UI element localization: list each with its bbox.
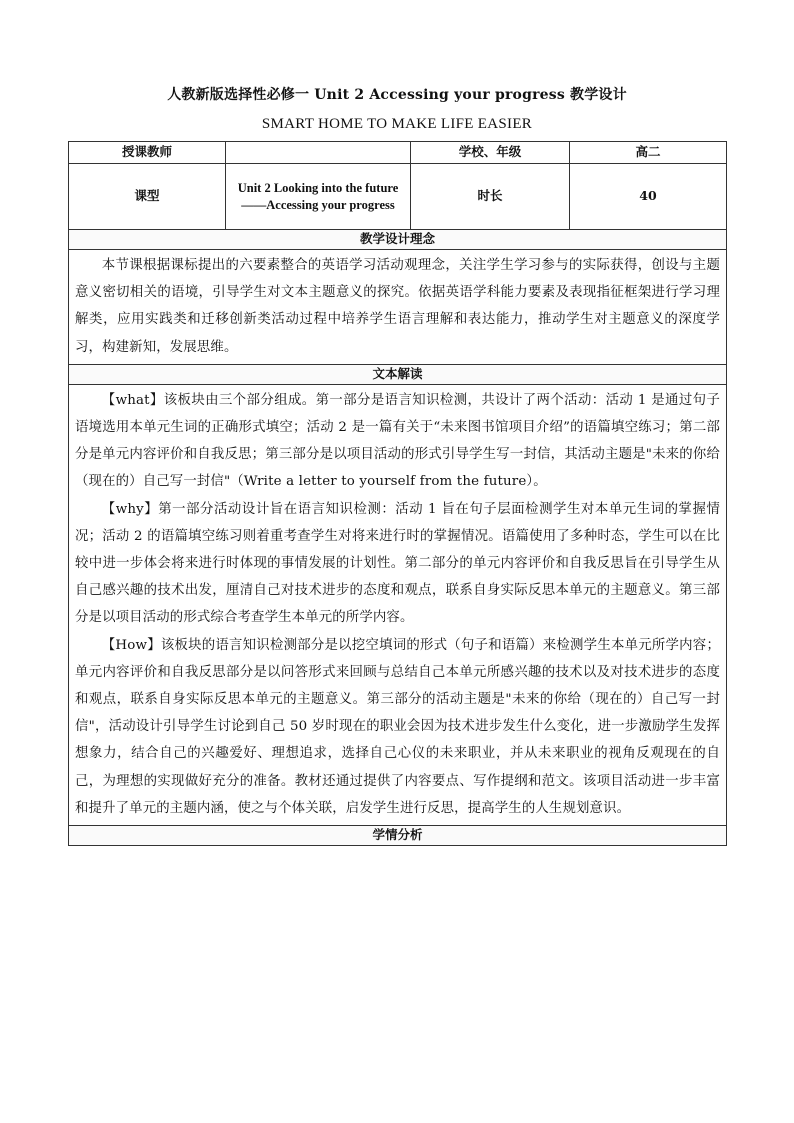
lesson-type-label: 课型 bbox=[69, 164, 226, 230]
lesson-type-value: Unit 2 Looking into the future ——Accessing your progress bbox=[226, 164, 411, 230]
learner-analysis-heading: 学情分析 bbox=[69, 826, 727, 846]
design-concept-heading: 教学设计理念 bbox=[69, 230, 727, 250]
lesson-type-row bbox=[69, 164, 727, 230]
design-concept-body bbox=[69, 250, 727, 365]
lesson-plan-table bbox=[68, 141, 727, 846]
teacher-label: 授课教师 bbox=[69, 142, 226, 164]
document-title: 人教新版选择性必修一 Unit 2 Accessing your progress 教学设计 bbox=[167, 87, 627, 103]
duration-value: 40 bbox=[570, 164, 727, 230]
text-analysis-heading-row bbox=[69, 364, 727, 384]
grade-value: 高二 bbox=[570, 142, 727, 164]
design-concept-paragraph: 本节课根据课标提出的六要素整合的英语学习活动观理念，关注学生学习参与的实际获得，创设与主题意义密切相关的语境，引导学生对文本主题意义的探究。依据英语学科能力要素及表现指征框架进行学习理解类，应用实践类和迁移创新类活动过程中培养学生语言理解和表达能力，推动学生对主题意义的深度学习，构建新知，发展思维。 bbox=[75, 258, 720, 355]
how-paragraph: 【How】该板块的语言知识检测部分是以挖空填词的形式（句子和语篇）来检测学生本单元所学内容；单元内容评价和自我反思部分是以问答形式来回顾与总结自己本单元所感兴趣的技术以及对技术进步的态度和观点，联系自身实际反思本单元的主题意义。第三部分的活动主题是"未来的你给（现在的）自己写一封信"，活动设计引导学生讨论到自己 50 岁时现在的职业会因为技术进步发生什么变化，进一步激励学生发挥想象力，结合自己的兴趣爱好、理想追求，选择自己心仪的未来职业，并从未来职业的视角反观现在的自己，为理想的实现做好充分的准备。教材还通过提供了内容要点、写作提纲和范文。该项目活动进一步丰富和提升了单元的主题内涵，使之与个体关联，启发学生进行反思，提高学生的人生规划意识。 bbox=[75, 637, 720, 816]
teacher-row bbox=[69, 142, 727, 164]
duration-label: 时长 bbox=[411, 164, 570, 230]
text-analysis-body bbox=[69, 384, 727, 825]
text-analysis-heading: 文本解读 bbox=[69, 364, 727, 384]
text-analysis-body-row bbox=[69, 384, 727, 825]
why-paragraph: 【why】第一部分活动设计旨在语言知识检测：活动 1 旨在句子层面检测学生对本单元生词的掌握情况；活动 2 的语篇填空练习则着重考查学生对将来进行时的掌握情况。语篇使用了多种时态，学生可以在比较中进一步体会将来进行时体现的事情发展的计划性。第二部分的单元内容评价和自我反思旨在引导学生从自己感兴趣的技术出发，厘清自己对技术进步的态度和观点，联系自身实际反思本单元的主题意义。第三部分是以项目活动的形式综合考查学生本单元的所学内容。 bbox=[75, 501, 720, 626]
teacher-value bbox=[226, 142, 411, 164]
school-grade-label: 学校、年级 bbox=[411, 142, 570, 164]
what-paragraph: 【what】该板块由三个部分组成。第一部分是语言知识检测，共设计了两个活动：活动 1 是通过句子语境选用本单元生词的正确形式填空；活动 2 是一篇有关于“未来图书馆项目介绍”的语篇填空练习；第二部分是单元内容评价和自我反思；第三部分是以项目活动的形式引导学生写一封信，其活动主题是"未来的你给（现在的）自己写一封信"（Write a letter to yourself from the future）。 bbox=[75, 392, 720, 490]
document-subtitle: SMART HOME TO MAKE LIFE EASIER bbox=[261, 116, 533, 132]
learner-analysis-heading-row bbox=[69, 826, 727, 846]
design-concept-body-row bbox=[69, 250, 727, 365]
design-concept-heading-row bbox=[69, 230, 727, 250]
